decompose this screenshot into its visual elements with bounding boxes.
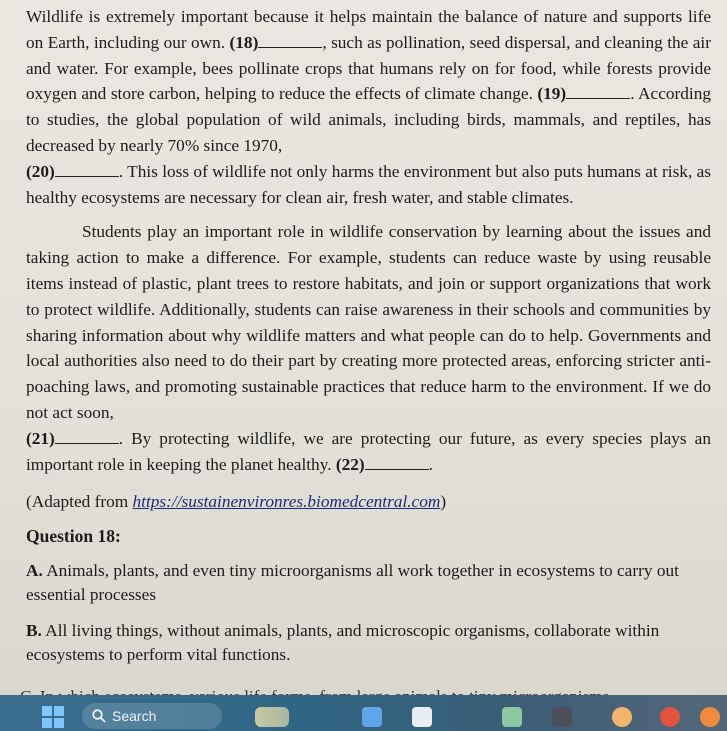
option-text: Animals, plants, and even tiny microorganisms all work together in ecosystems to carry out essential processes xyxy=(26,561,679,605)
blank-21 xyxy=(55,442,119,444)
source-prefix: (Adapted from xyxy=(26,492,133,512)
passage-paragraph-2 xyxy=(26,219,711,477)
option-a xyxy=(26,559,711,607)
passage-paragraph-1 xyxy=(26,0,711,210)
app-icon[interactable] xyxy=(612,707,632,727)
option-c-cut-off xyxy=(20,685,720,695)
option-letter: A. xyxy=(26,561,43,581)
text: . xyxy=(428,454,433,474)
app-icon[interactable] xyxy=(700,707,720,727)
search-label: Search xyxy=(112,708,157,724)
search-icon xyxy=(92,709,106,723)
weather-widget-icon[interactable] xyxy=(255,707,289,727)
text: . This loss of wildlife not only harms the environment but also puts humans at risk, as healthy ecosystems are necessary for clean air, fresh water, and stable climates. xyxy=(26,161,711,207)
blank-18 xyxy=(258,46,322,48)
blank-number-20: (20) xyxy=(26,161,55,181)
text: . By protecting wildlife, we are protecting our future, as every species plays an important role in keeping the planet healthy. xyxy=(26,428,711,474)
blank-22 xyxy=(365,468,429,470)
app-icon[interactable] xyxy=(660,707,680,727)
option-letter: B. xyxy=(26,621,42,641)
source-link[interactable]: https://sustainenvironres.biomedcentral.com xyxy=(132,492,441,512)
windows-taskbar xyxy=(0,695,727,731)
app-icon[interactable] xyxy=(412,707,432,727)
text: , such as pollination, seed dispersal, and cleaning the air and water. For example, bees pollinate crops that humans rely on for food, while forests provide oxygen and store carbon, helping to reduce the effects of climate change. xyxy=(26,32,711,104)
source-citation xyxy=(26,489,711,515)
text: Students play an important role in wildlife conservation by learning about the issues and taking action to make a difference. For example, students can reduce waste by using reusable items instead of plastic, plant trees to restore habitats, and join or support organizations that work to protect wildlife. Additionally, students can raise awareness in their schools and communities by sharing information about why wildlife matters and what people can do to help. Governments and local authorities also need to do their part by creating more protected areas, enforcing stricter anti-poaching laws, and promoting sustainable practices that reduce harm to the environment. If we do not act soon, xyxy=(26,222,711,422)
option-text: All living things, without animals, plants, and microscopic organisms, collaborate within ecosystems to perform vital functions. xyxy=(26,621,660,665)
blank-19 xyxy=(566,97,630,99)
text: Wildlife is extremely important because it helps maintain the balance of nature and supports life on Earth, including our own. xyxy=(26,7,711,52)
windows-start-icon[interactable] xyxy=(42,706,64,728)
taskbar-search-box[interactable] xyxy=(82,703,222,729)
blank-number-19: (19) xyxy=(537,84,567,104)
blank-number-22: (22) xyxy=(335,454,365,474)
app-icon[interactable] xyxy=(552,707,572,727)
blank-number-21: (21) xyxy=(26,428,55,448)
text: . According to studies, the global population of wild animals, including birds, mammals, and reptiles, has decreased by nearly 70% since 1970, xyxy=(26,84,711,155)
app-icon[interactable] xyxy=(362,707,382,727)
question-title: Question 18: xyxy=(26,526,121,547)
option-b xyxy=(26,619,711,667)
source-suffix: ) xyxy=(440,492,447,512)
app-icon[interactable] xyxy=(502,707,522,727)
blank-20 xyxy=(55,175,119,177)
blank-number-18: (18) xyxy=(229,32,259,52)
